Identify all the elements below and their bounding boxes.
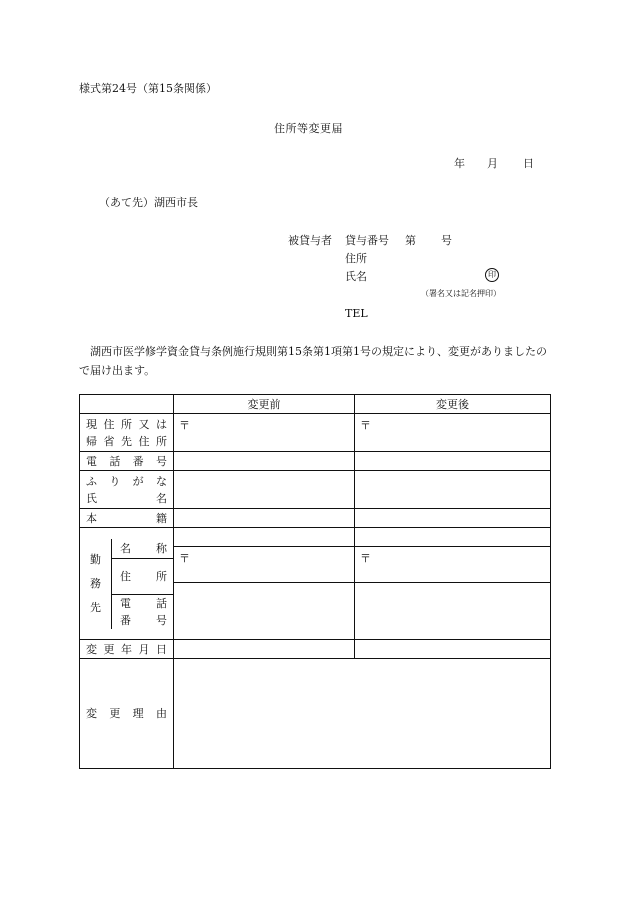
name-before-cell[interactable] <box>174 471 355 509</box>
loan-number-label: 貸与番号 <box>345 234 389 247</box>
form-number: 様式第24号（第15条関係） <box>79 82 217 95</box>
work-phone-label: 電話 番号 <box>120 596 167 627</box>
seal-icon: 印 <box>485 267 499 282</box>
change-date-before-cell[interactable] <box>174 640 355 659</box>
phone-before-cell[interactable] <box>174 452 355 471</box>
address-after-cell[interactable] <box>355 414 551 452</box>
row-change-date-label: 変更年月日 <box>80 640 174 659</box>
work-name-before-cell[interactable] <box>174 528 355 547</box>
phone-after-cell[interactable] <box>355 452 551 471</box>
seal-note: （署名又は記名押印） <box>421 289 501 298</box>
work-address-before-cell[interactable] <box>174 547 355 583</box>
date-year: 年 <box>454 157 465 170</box>
row-address-label <box>80 414 174 452</box>
change-table <box>79 394 551 769</box>
addressee: （あて先）湖西市長 <box>99 196 198 209</box>
work-name-after-cell[interactable] <box>355 528 551 547</box>
name-after-cell[interactable] <box>355 471 551 509</box>
postal-mark: 〒 <box>360 552 371 565</box>
row-reason-label: 変更理由 <box>80 659 174 769</box>
honseki-after-cell[interactable] <box>355 509 551 528</box>
postal-mark: 〒 <box>179 552 190 565</box>
col-after-header: 変更後 <box>355 395 551 414</box>
work-phone-after-cell[interactable] <box>355 583 551 640</box>
row-address-label-1: 現住所又は <box>86 417 167 431</box>
name-label: 氏名 <box>345 270 367 283</box>
work-phone-before-cell[interactable] <box>174 583 355 640</box>
change-date-after-cell[interactable] <box>355 640 551 659</box>
row-address-label-2: 帰省先住所 <box>86 434 167 448</box>
postal-mark: 〒 <box>179 419 190 432</box>
honseki-before-cell[interactable] <box>174 509 355 528</box>
page-title: 住所等変更届 <box>274 122 343 135</box>
applicant-role: 被貸与者 <box>288 234 332 247</box>
work-address-after-cell[interactable] <box>355 547 551 583</box>
workplace-block <box>80 528 174 640</box>
tel-label: TEL <box>345 307 368 320</box>
table-corner <box>80 395 174 414</box>
work-address-label: 住所 <box>112 559 173 595</box>
date-month: 月 <box>487 157 498 170</box>
postal-mark: 〒 <box>360 419 371 432</box>
row-phone-label: 電話番号 <box>80 452 174 471</box>
address-before-cell[interactable] <box>174 414 355 452</box>
workplace-label: 勤 務 先 <box>80 539 112 629</box>
row-name-label <box>80 471 174 509</box>
date-day: 日 <box>523 157 534 170</box>
address-label: 住所 <box>345 252 367 265</box>
loan-number-suffix: 号 <box>441 234 452 247</box>
row-honseki-label: 本籍 <box>80 509 174 528</box>
body-text: 湖西市医学修学資金貸与条例施行規則第15条第1項第1号の規定により、変更がありましたので届け出ます。 <box>79 345 547 377</box>
work-name-label: 名称 <box>112 539 173 559</box>
row-name-label-text: 氏名 <box>86 491 167 505</box>
reason-cell[interactable] <box>174 659 551 769</box>
row-furigana-label: ふりがな <box>86 474 167 488</box>
loan-number-prefix: 第 <box>405 234 416 247</box>
col-before-header: 変更前 <box>174 395 355 414</box>
